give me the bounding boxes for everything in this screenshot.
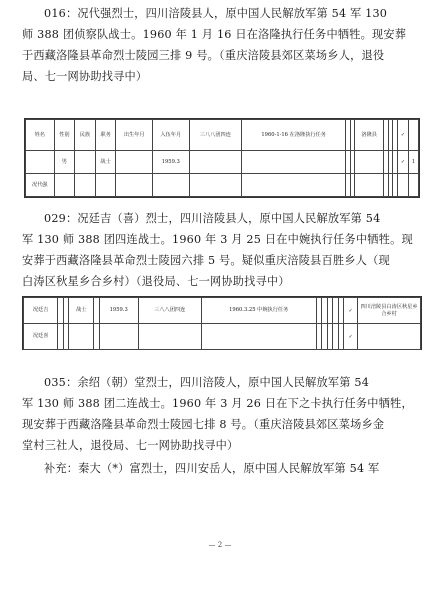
cell [242, 174, 346, 197]
cell [75, 151, 96, 174]
cell [69, 324, 94, 350]
cell [99, 324, 138, 350]
cell [409, 174, 419, 197]
archive-table-1 [24, 118, 420, 198]
entry-029-line-3: 安葬于西藏洛隆县革命烈士陵园六排 5 号。疑似重庆涪陵县百胜乡人（现 [22, 254, 390, 267]
cell [138, 324, 201, 350]
cell [54, 174, 75, 197]
cell: 入伍年月 [153, 120, 190, 151]
cell [95, 174, 116, 197]
check-mark: ✓ [344, 324, 358, 350]
cell: 出生年月 [116, 120, 153, 151]
cell [397, 174, 408, 197]
entry-016-line-2: 师 388 团侦察队战士。1960 年 1 月 16 日在洛隆执行任务中牺牲。现安葬 [22, 28, 407, 41]
cell: 战士 [69, 298, 94, 324]
entry-035-line-4: 堂村三社人，退役局、七一网协助找寻中） [22, 439, 239, 452]
entry-016-line-3: 于西藏洛隆县革命烈士陵园三排 9 号。（重庆涪陵县郊区菜场乡人，退役 [22, 49, 385, 62]
entry-035 [22, 372, 420, 456]
page-number: — 2 — [208, 541, 232, 549]
cell: 1960-1-16 在洛隆执行任务 [242, 120, 346, 151]
cell [189, 174, 242, 197]
cell: 况代强 [26, 174, 55, 197]
cell: 洛隆县 [355, 120, 384, 151]
cell: 1 [409, 151, 419, 174]
check-mark: ✓ [397, 120, 408, 151]
cell [26, 151, 55, 174]
cell [355, 174, 384, 197]
check-mark: ✓ [344, 298, 358, 324]
check-mark: ✓ [397, 151, 408, 174]
entry-016 [22, 3, 420, 87]
entry-035-line-3: 现安葬于西藏洛隆县革命烈士陵园七排 8 号。（重庆涪陵县郊区菜场乡金 [22, 418, 385, 431]
entry-029-line-2: 军 130 师 388 团四连战士。1960 年 3 月 25 日在中婉执行任务中牺牲。现 [22, 233, 413, 246]
cell: 1959.3 [99, 298, 138, 324]
cell [116, 151, 153, 174]
cell: 1959.3 [153, 151, 190, 174]
cell [189, 151, 242, 174]
archive-table-2-grid [23, 297, 421, 350]
cell [75, 174, 96, 197]
cell [201, 324, 316, 350]
entry-035-line-1: 035：余绍（朝）堂烈士，四川涪陵人，原中国人民解放军第 54 [44, 376, 370, 389]
cell: 三八八团四连 [189, 120, 242, 151]
cell: 性别 [54, 120, 75, 151]
cell [358, 324, 421, 350]
cell: 民族 [75, 120, 96, 151]
entry-016-line-4: 局、七一网协助找寻中） [22, 70, 148, 83]
entry-029 [22, 208, 420, 292]
entry-029-line-1: 029：况廷吉（喜）烈士，四川涪陵县人，原中国人民解放军第 54 [44, 212, 381, 225]
cell: 四川涪陵县白涛区秋星乡合乡村 [358, 298, 421, 324]
entry-029-line-4: 白涛区秋星乡合乡村）（退役局、七一网协助找寻中） [22, 275, 290, 288]
cell [116, 174, 153, 197]
cell: 职务 [95, 120, 116, 151]
cell [409, 120, 419, 151]
entry-supplement [22, 458, 420, 479]
cell: 1960.3.25 中婉执行任务 [201, 298, 316, 324]
archive-table-2 [22, 296, 422, 350]
archive-table-1-grid [25, 119, 419, 197]
entry-035-line-2: 军 130 师 388 团二连战士。1960 年 3 月 26 日在下之卡执行任务中牺牲， [22, 397, 413, 410]
cell: 况廷喜 [24, 324, 58, 350]
cell: 姓名 [26, 120, 55, 151]
entry-supplement-line-1: 补充：秦大（*）富烈士，四川安岳人，原中国人民解放军第 54 军 [44, 462, 380, 475]
cell: 战士 [95, 151, 116, 174]
cell: 男 [54, 151, 75, 174]
cell: 况廷吉 [24, 298, 58, 324]
cell: 三八八团四连 [138, 298, 201, 324]
cell [153, 174, 190, 197]
cell [242, 151, 346, 174]
entry-016-line-1: 016：况代强烈士，四川涪陵县人，原中国人民解放军第 54 军 130 [44, 7, 388, 20]
cell [355, 151, 384, 174]
